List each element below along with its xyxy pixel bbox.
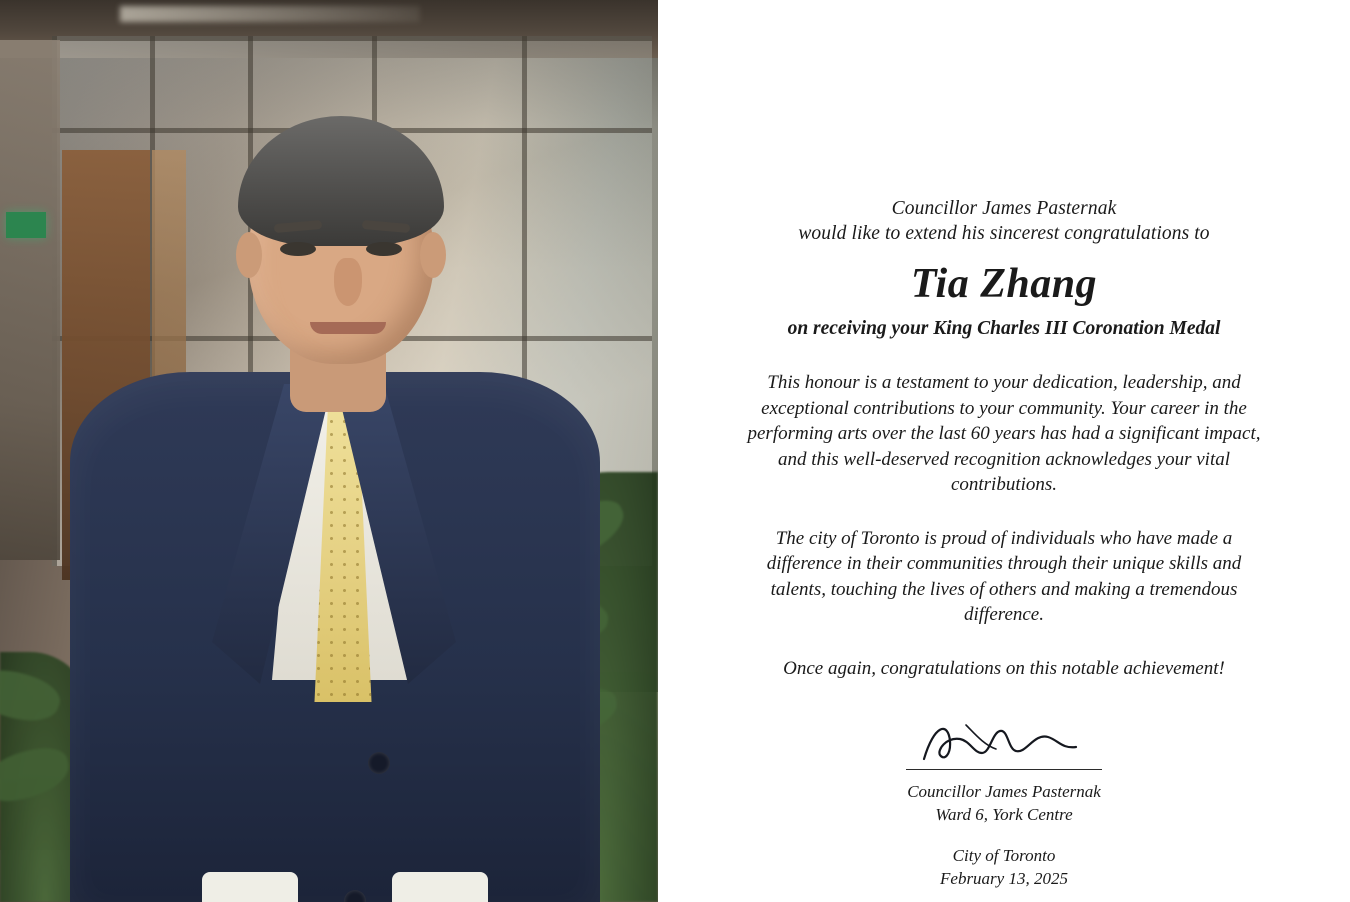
paragraph-3: Once again, congratulations on this notable achievement! bbox=[783, 657, 1225, 679]
signer-name: Councillor James Pasternak bbox=[907, 782, 1101, 801]
portrait-photo bbox=[0, 0, 658, 902]
exit-sign bbox=[6, 212, 46, 238]
certificate-text-pane bbox=[658, 0, 1350, 902]
mouth bbox=[310, 322, 386, 334]
intro-line-2: would like to extend his sincerest congratulations to bbox=[798, 223, 1210, 244]
nose bbox=[334, 258, 362, 306]
certificate-body bbox=[724, 196, 1284, 890]
handwritten-signature-icon bbox=[904, 715, 1104, 767]
signature-rule bbox=[906, 769, 1102, 770]
signature-date: February 13, 2025 bbox=[940, 869, 1068, 888]
signer-city: City of Toronto bbox=[952, 846, 1056, 865]
hair bbox=[238, 116, 444, 246]
shirt-cuff bbox=[392, 872, 488, 902]
eye-left bbox=[280, 242, 316, 256]
paragraph-1: This honour is a testament to your dedication, leadership, and exceptional contributions to your community. Your career in the performing arts over the last 60 years has had a significant impact, and this well-deserved recognition acknowledges your vital contributions. bbox=[747, 372, 1261, 495]
signature-block bbox=[724, 715, 1284, 890]
signer-ward: Ward 6, York Centre bbox=[935, 805, 1073, 824]
intro-line-1: Councillor James Pasternak bbox=[891, 198, 1117, 219]
ear-left bbox=[236, 232, 262, 278]
ear-right bbox=[420, 232, 446, 278]
paragraph-2: The city of Toronto is proud of individuals who have made a difference in their communities through their unique skills and talents, touching the lives of others and making a tremendous difference. bbox=[766, 527, 1242, 625]
person-figure bbox=[52, 72, 612, 902]
recipient-name: Tia Zhang bbox=[910, 261, 1098, 307]
mullion bbox=[52, 36, 652, 41]
eye-right bbox=[366, 242, 402, 256]
shirt-cuff bbox=[202, 872, 298, 902]
jacket-button bbox=[368, 752, 390, 774]
occasion-line: on receiving your King Charles III Coronation Medal bbox=[787, 318, 1221, 339]
wall-panel bbox=[0, 40, 60, 560]
